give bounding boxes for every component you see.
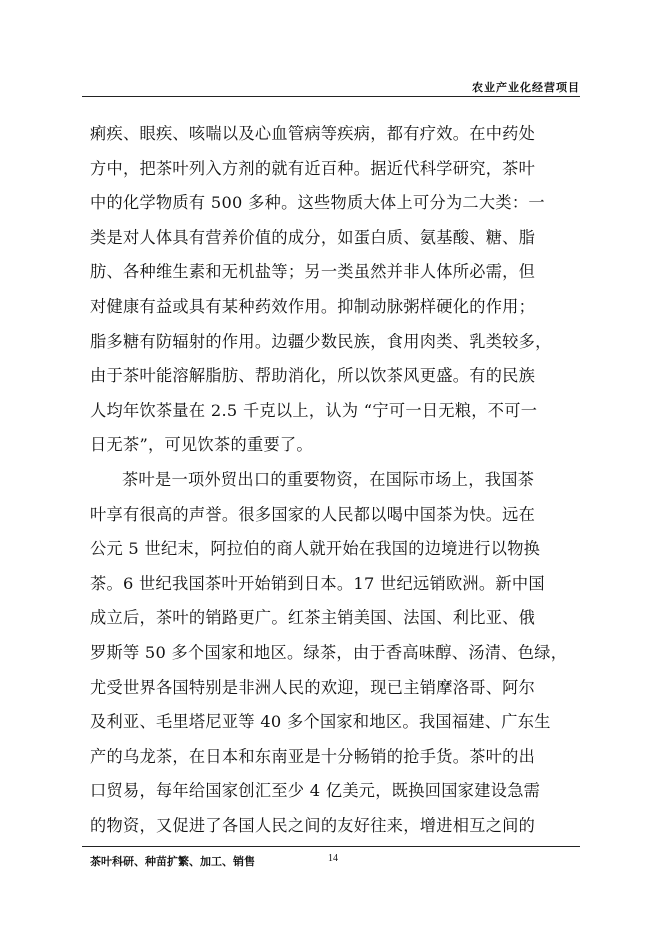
text-line: 人均年饮茶量在 2.5 千克以上，认为 “宁可一日无粮，不可一: [90, 400, 538, 420]
footer-divider: [82, 846, 580, 847]
text-line: 茶。6 世纪我国茶叶开始销到日本。17 世纪远销欧洲。新中国: [90, 573, 545, 593]
text-line: 方中，把茶叶列入方剂的就有近百种。据近代科学研究，茶叶: [90, 158, 536, 178]
text-line: 日无茶”，可见饮茶的重要了。: [90, 435, 313, 455]
text-line: 及利亚、毛里塔尼亚等 40 多个国家和地区。我国福建、广东生: [90, 712, 551, 732]
text-line: 的物资，又促进了各国人民之间的友好往来，增进相互之间的: [90, 815, 536, 835]
paragraph-start-line: 茶叶是一项外贸出口的重要物资，在国际市场上，我国茶: [122, 469, 535, 489]
text-line: 公元 5 世纪末，阿拉伯的商人就开始在我国的边境进行以物换: [90, 539, 541, 559]
text-line: 痢疾、眼疾、咳喘以及心血管病等疾病，都有疗效。在中药处: [90, 124, 536, 143]
text-line: 产的乌龙茶，在日本和东南亚是十分畅销的抢手货。茶叶的出: [90, 746, 536, 766]
running-header-title: 农业产业化经营项目: [472, 81, 580, 94]
text-line: 对健康有益或具有某种药效作用。抑制动脉粥样硬化的作用；: [90, 296, 536, 316]
text-line: 脂多糖有防辐射的作用。边疆少数民族，食用肉类、乳类较多，: [90, 331, 552, 351]
footer-title: 茶叶科研、种苗扩繁、加工、销售: [90, 855, 255, 868]
body-text: [90, 121, 586, 847]
text-line: 类是对人体具有营养价值的成分，如蛋白质、氨基酸、糖、脂: [90, 227, 536, 247]
text-line: 成立后，茶叶的销路更广。红茶主销美国、法国、利比亚、俄: [90, 608, 536, 628]
text-line: 口贸易，每年给国家创汇至少 4 亿美元，既换回国家建设急需: [90, 781, 541, 801]
text-line: 罗斯等 50 多个国家和地区。绿茶，由于香高味醇、汤清、色绿，: [90, 642, 568, 662]
text-line: 叶享有很高的声誉。很多国家的人民都以喝中国茶为快。远在: [90, 504, 536, 524]
text-line: 尤受世界各国特别是非洲人民的欢迎，现已主销摩洛哥、阿尔: [90, 677, 536, 697]
text-line: 肪、各种维生素和无机盐等；另一类虽然并非人体所必需，但: [90, 262, 536, 282]
text-line: 由于茶叶能溶解脂肪、帮助消化，所以饮茶风更盛。有的民族: [90, 366, 536, 386]
header-divider: [82, 96, 580, 97]
page-number: 14: [328, 853, 338, 864]
text-line: 中的化学物质有 500 多种。这些物质大体上可分为二大类：一: [90, 193, 545, 213]
